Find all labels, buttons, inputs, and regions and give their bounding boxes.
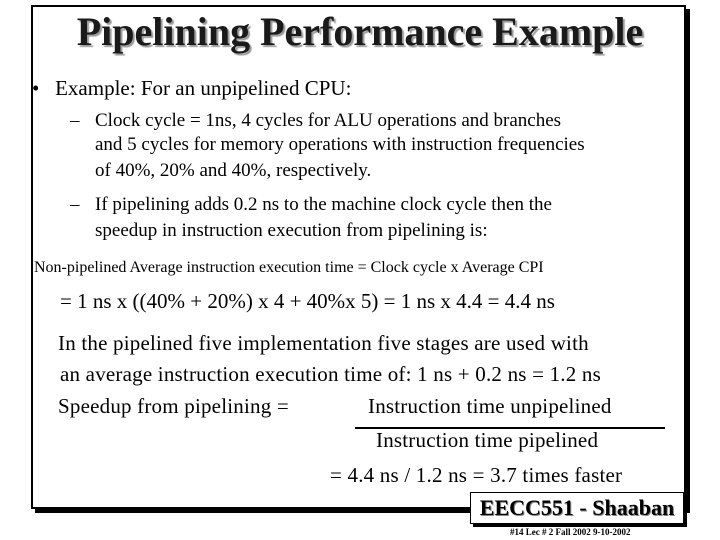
sub-bullet-clock-cycle (70, 108, 561, 134)
sub-bullet-line: If pipelining adds 0.2 ns to the machine clock cycle then the (95, 194, 552, 215)
bullet-example (32, 76, 351, 101)
bullet-text: Example: For an unpipelined CPU: (55, 76, 352, 100)
speedup-label: Speedup from pipelining = (58, 394, 289, 418)
dash-marker: – (70, 194, 80, 215)
sub-bullet-pipelining (70, 192, 552, 218)
sub-bullet-line: speedup in instruction execution from pipelining is: (95, 220, 488, 241)
sub-bullet-line: Clock cycle = 1ns, 4 cycles for ALU operations and branches (95, 110, 562, 131)
speedup-result: = 4.4 ns / 1.2 ns = 3.7 times faster (330, 463, 623, 487)
dash-marker: – (70, 110, 80, 131)
speedup-numerator: Instruction time unpipelined (368, 394, 612, 418)
slide-title: Pipelining Performance Example (76, 9, 644, 54)
speedup-denominator: Instruction time pipelined (376, 428, 599, 452)
nonpipelined-formula: Non-pipelined Average instruction execution time = Clock cycle x Average CPI (34, 259, 544, 276)
slide-footer: #14 Lec # 2 Fall 2002 9-10-2002 (510, 527, 631, 537)
bullet-marker: • (32, 76, 40, 100)
nonpipelined-calculation: = 1 ns x ((40% + 20%) x 4 + 40%x 5) = 1 ns x 4.4 = 4.4 ns (60, 289, 555, 313)
sub-bullet-line: of 40%, 20% and 40%, respectively. (95, 160, 372, 181)
sub-bullet-line: and 5 cycles for memory operations with instruction frequencies (95, 134, 585, 155)
pipelined-line: In the pipelined five implementation five stages are used with (58, 331, 589, 355)
pipelined-line: an average instruction execution time of: 1 ns + 0.2 ns = 1.2 ns (60, 362, 601, 386)
course-badge: EECC551 - Shaaban (470, 492, 684, 524)
